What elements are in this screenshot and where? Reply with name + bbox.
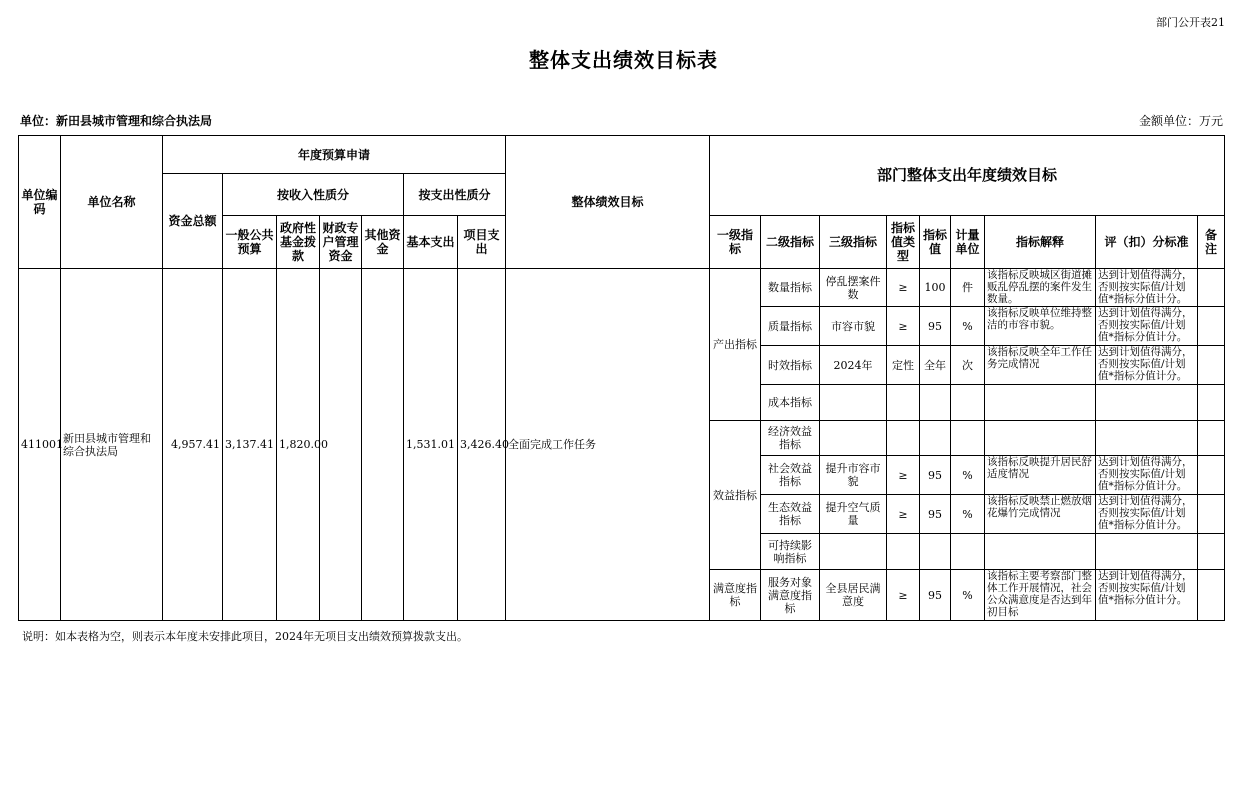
other-funds-cell (362, 269, 404, 621)
value-cell: 95 (920, 495, 951, 534)
scoring-cell (1096, 385, 1198, 421)
unit-code-cell: 411001 (19, 269, 61, 621)
level3-cell (820, 385, 887, 421)
explanation-text: 该指标反映全年工作任务完成情况 (987, 346, 1093, 370)
col-general-budget: 一般公共预算 (223, 216, 277, 269)
explanation-text: 该指标反映提升居民舒适度情况 (987, 456, 1093, 480)
value-type-cell: ≥ (887, 570, 920, 621)
scoring-cell (1096, 307, 1198, 346)
explanation-cell (985, 570, 1096, 621)
scoring-text: 达到计划值得满分，否则按实际值/计划值*指标分值计分。 (1098, 269, 1193, 305)
overall-goal-cell: 全面完成工作任务 (506, 269, 710, 621)
value-type-cell: ≥ (887, 307, 920, 346)
scoring-cell (1096, 495, 1198, 534)
col-level1: 一级指标 (710, 216, 761, 269)
measure-unit-cell: % (951, 307, 985, 346)
remark-cell (1198, 421, 1225, 456)
level3-cell (820, 421, 887, 456)
col-value: 指标值 (920, 216, 951, 269)
basic-expense-cell: 1,531.01 (404, 269, 458, 621)
remark-cell (1198, 534, 1225, 570)
col-explanation: 指标解释 (985, 216, 1096, 269)
form-number: 部门公开表21 (1156, 16, 1225, 29)
col-gov-fund: 政府性基金拨款 (277, 216, 320, 269)
value-type-cell (887, 385, 920, 421)
col-total-funds: 资金总额 (163, 174, 223, 269)
level2-cell: 质量指标 (761, 307, 820, 346)
remark-cell (1198, 385, 1225, 421)
col-project-expense: 项目支出 (458, 216, 506, 269)
measure-unit-cell: % (951, 495, 985, 534)
level2-cell: 成本指标 (761, 385, 820, 421)
col-measure-unit: 计量单位 (951, 216, 985, 269)
col-annual-budget: 年度预算申请 (163, 136, 506, 174)
remark-cell (1198, 495, 1225, 534)
scoring-text: 达到计划值得满分，否则按实际值/计划值*指标分值计分。 (1098, 456, 1193, 492)
remark-cell (1198, 456, 1225, 495)
level1-cell: 满意度指标 (710, 570, 761, 621)
col-value-type: 指标值类型 (887, 216, 920, 269)
project-expense-cell: 3,426.40 (458, 269, 506, 621)
explanation-text: 该指标反映禁止燃放烟花爆竹完成情况 (987, 495, 1093, 519)
unit-label: 单位：新田县城市管理和综合执法局 (20, 114, 213, 128)
level3-cell: 市容市貌 (820, 307, 887, 346)
page-title: 整体支出绩效目标表 (529, 48, 718, 72)
remark-cell (1198, 269, 1225, 307)
general-budget-cell: 3,137.41 (223, 269, 277, 621)
value-type-cell: ≥ (887, 495, 920, 534)
col-scoring: 评（扣）分标准 (1096, 216, 1198, 269)
col-other-funds: 其他资金 (362, 216, 404, 269)
explanation-text: 该指标反映城区街道摊贩乱停乱摆的案件发生数量。 (987, 269, 1093, 305)
explanation-cell (985, 307, 1096, 346)
measure-unit-cell: 件 (951, 269, 985, 307)
value-cell: 95 (920, 307, 951, 346)
measure-unit-cell: % (951, 456, 985, 495)
level1-cell: 效益指标 (710, 421, 761, 570)
explanation-cell (985, 456, 1096, 495)
value-type-cell: 定性 (887, 346, 920, 385)
scoring-cell (1096, 570, 1198, 621)
explanation-cell (985, 346, 1096, 385)
col-level3: 三级指标 (820, 216, 887, 269)
col-remark: 备注 (1198, 216, 1225, 269)
level3-cell: 2024年 (820, 346, 887, 385)
scoring-text: 达到计划值得满分，否则按实际值/计划值*指标分值计分。 (1098, 570, 1193, 606)
explanation-cell (985, 385, 1096, 421)
measure-unit-cell: % (951, 570, 985, 621)
col-unit-name: 单位名称 (61, 136, 163, 269)
value-cell: 100 (920, 269, 951, 307)
performance-table (18, 135, 1225, 621)
scoring-cell (1096, 269, 1198, 307)
level2-cell: 时效指标 (761, 346, 820, 385)
value-cell (920, 534, 951, 570)
value-type-cell (887, 534, 920, 570)
col-level2: 二级指标 (761, 216, 820, 269)
level2-cell: 生态效益指标 (761, 495, 820, 534)
value-type-cell: ≥ (887, 269, 920, 307)
level2-cell: 可持续影响指标 (761, 534, 820, 570)
measure-unit-cell (951, 385, 985, 421)
level3-cell: 提升空气质量 (820, 495, 887, 534)
remark-cell (1198, 346, 1225, 385)
table-row (19, 269, 1225, 307)
explanation-cell (985, 269, 1096, 307)
total-funds-cell: 4,957.41 (163, 269, 223, 621)
remark-cell (1198, 307, 1225, 346)
explanation-cell (985, 495, 1096, 534)
scoring-cell (1096, 534, 1198, 570)
scoring-cell (1096, 421, 1198, 456)
remark-cell (1198, 570, 1225, 621)
level3-cell: 停乱摆案件数 (820, 269, 887, 307)
level2-cell: 服务对象满意度指标 (761, 570, 820, 621)
level3-cell: 全县居民满意度 (820, 570, 887, 621)
value-cell (920, 385, 951, 421)
value-cell (920, 421, 951, 456)
explanation-cell (985, 534, 1096, 570)
scoring-cell (1096, 346, 1198, 385)
col-overall-goal: 整体绩效目标 (506, 136, 710, 269)
value-cell: 95 (920, 456, 951, 495)
scoring-cell (1096, 456, 1198, 495)
value-type-cell (887, 421, 920, 456)
scoring-text: 达到计划值得满分，否则按实际值/计划值*指标分值计分。 (1098, 495, 1193, 531)
explanation-cell (985, 421, 1096, 456)
level3-cell: 提升市容市貌 (820, 456, 887, 495)
level2-cell: 经济效益指标 (761, 421, 820, 456)
value-cell: 95 (920, 570, 951, 621)
level2-cell: 社会效益指标 (761, 456, 820, 495)
col-by-expense: 按支出性质分 (404, 174, 506, 216)
col-special-account: 财政专户管理资金 (320, 216, 362, 269)
col-basic-expense: 基本支出 (404, 216, 458, 269)
col-dept-goal: 部门整体支出年度绩效目标 (710, 136, 1225, 216)
unit-name-cell: 新田县城市管理和综合执法局 (61, 269, 163, 621)
value-cell: 全年 (920, 346, 951, 385)
explanation-text: 该指标反映单位维持整洁的市容市貌。 (987, 307, 1093, 331)
measure-unit-cell (951, 421, 985, 456)
measure-unit-cell (951, 534, 985, 570)
col-unit-code: 单位编码 (19, 136, 61, 269)
value-type-cell: ≥ (887, 456, 920, 495)
col-by-income: 按收入性质分 (223, 174, 404, 216)
footnote: 说明：如本表格为空，则表示本年度未安排此项目，2024年无项目支出绩效预算拨款支出。 (22, 630, 468, 643)
level1-cell: 产出指标 (710, 269, 761, 421)
level3-cell (820, 534, 887, 570)
amount-unit-label: 金额单位：万元 (1138, 114, 1223, 128)
scoring-text: 达到计划值得满分，否则按实际值/计划值*指标分值计分。 (1098, 307, 1193, 343)
scoring-text: 达到计划值得满分，否则按实际值/计划值*指标分值计分。 (1098, 346, 1193, 382)
level2-cell: 数量指标 (761, 269, 820, 307)
gov-fund-cell: 1,820.00 (277, 269, 320, 621)
measure-unit-cell: 次 (951, 346, 985, 385)
explanation-text: 该指标主要考察部门整体工作开展情况，社会公众满意度是否达到年初目标 (987, 570, 1093, 618)
